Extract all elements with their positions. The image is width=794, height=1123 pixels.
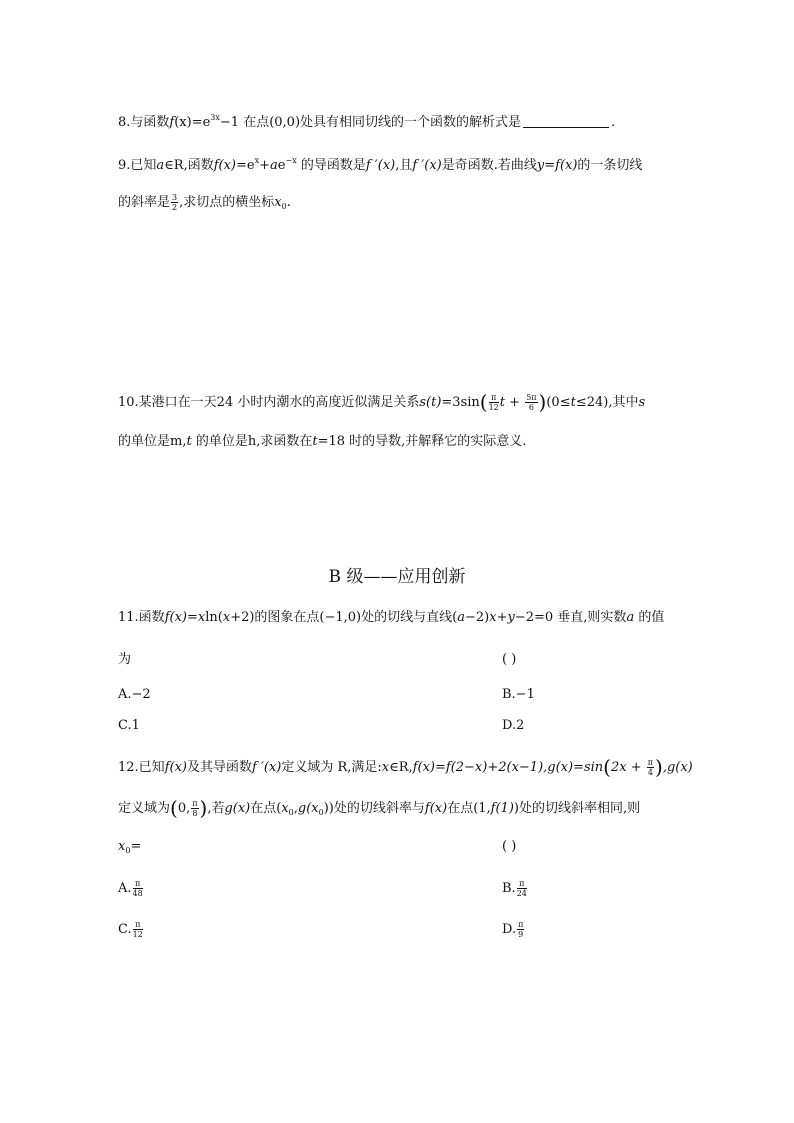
q12-options-row-1 [118, 879, 527, 898]
q11-option-b[interactable]: B.−1 [502, 687, 535, 702]
right-paren: ) [199, 796, 208, 820]
q12-x0: x [118, 839, 126, 854]
q9-curve: y=f(x) [536, 158, 578, 173]
q12-text: )处的切线斜率相同,则 [513, 801, 641, 816]
question-9-line-1 [118, 152, 642, 175]
q12-x0: x [281, 801, 289, 816]
q12-options-row-2 [118, 920, 524, 939]
q11-text: −2) [464, 610, 490, 625]
question-12-line-3 [118, 838, 517, 860]
q11-text: + [496, 610, 508, 625]
q12-fx: f(x) [424, 801, 448, 816]
question-11-line-1 [118, 609, 664, 627]
fraction-denominator: 4 [647, 768, 653, 777]
q9-x0: x [274, 195, 282, 210]
q10-text: 10.某港口在一天24 小时内潮水的高度近似满足关系 [118, 395, 420, 410]
left-paren: ( [479, 390, 488, 414]
q10-text: 的单位是m, [118, 434, 187, 449]
q9-exp: −x [285, 156, 297, 165]
q12-x0-sub: 0 [125, 846, 131, 855]
q11-text: 的值 [634, 610, 665, 625]
q9-text: ∈R,函数 [164, 158, 214, 173]
right-paren: ) [538, 390, 547, 414]
fraction-numerator: 3 [172, 193, 178, 202]
q11-a: a [626, 610, 635, 625]
fraction-denominator: 2 [172, 203, 178, 212]
q10-t: t [499, 395, 506, 410]
right-paren: ) [655, 755, 663, 779]
question-12-line-1 [118, 755, 693, 779]
q11-answer-bracket[interactable]: ( ) [502, 652, 517, 667]
q12-text: 定义域为 R,满足: [281, 760, 382, 775]
q12-text: 及其导函数 [186, 760, 252, 775]
q12-x0-sub: 0 [318, 808, 324, 817]
q9-exp: x [254, 156, 260, 165]
q11-x: x [489, 610, 497, 625]
fraction-denominator: 24 [516, 889, 527, 898]
fraction-denominator: 6 [528, 403, 534, 412]
q8-end: . [611, 115, 616, 130]
q9-e: e [277, 158, 286, 173]
fraction-denominator: 12 [132, 930, 143, 939]
q11-text: 为 [118, 652, 132, 667]
q9-text: 是奇函数.若曲线 [441, 158, 537, 173]
option-letter: D. [502, 922, 517, 937]
q11-x: x [197, 610, 206, 625]
question-10-line-2 [118, 433, 526, 451]
q10-fraction-1 [489, 393, 499, 412]
q12-x: x [381, 760, 390, 775]
q9-x0-sub: 0 [281, 202, 287, 211]
option-fraction [133, 879, 143, 898]
q9-text: 的斜率是 [118, 195, 171, 210]
q9-text: 的导函数是 [296, 158, 366, 173]
fraction-numerator: π [518, 920, 524, 929]
q8-arg: (x) [174, 115, 192, 130]
q10-t: t [570, 395, 576, 410]
q11-option-d[interactable]: D.2 [502, 718, 525, 733]
q8-eq: =e [191, 115, 211, 130]
q11-text: +2)的图象在点(−1,0)处的切线与直线( [230, 610, 458, 625]
q12-option-c[interactable] [118, 922, 144, 937]
q12-text: = [130, 839, 142, 854]
question-10-line-1 [118, 390, 646, 414]
q12-text: ,若 [207, 801, 225, 816]
fraction-numerator: π [133, 879, 143, 889]
q10-text: 的单位是h,求函数在 [191, 434, 313, 449]
fraction-numerator: 5π [526, 393, 537, 402]
left-paren: ( [170, 796, 178, 820]
q12-text: 定义域为 [118, 801, 171, 816]
q12-x0-sub: 0 [288, 808, 294, 817]
fraction-denominator: 48 [132, 889, 143, 898]
q12-text: ))处的切线斜率与 [323, 801, 425, 816]
left-paren: ( [603, 755, 611, 779]
q9-plus: + [259, 158, 271, 173]
option-letter: B. [502, 881, 516, 896]
q11-option-c[interactable]: C.1 [118, 718, 140, 733]
fraction-numerator: π [489, 393, 499, 403]
q10-eq: =3sin [441, 395, 480, 410]
q9-derivative: f ′(x) [365, 158, 396, 173]
question-12-line-2 [118, 796, 641, 822]
q11-text: = [186, 610, 198, 625]
q12-option-a[interactable] [118, 881, 144, 896]
q9-text: 9.已知 [118, 158, 157, 173]
q8-prefix: 8.与函数 [118, 115, 170, 130]
q9-text: ,且 [395, 158, 413, 173]
q12-fraction-pi-8 [191, 799, 198, 818]
q12-text: 在点(1, [447, 801, 491, 816]
q11-text: 11.函数 [118, 610, 165, 625]
q8-rest: −1 在点(0,0)处具有相同切线的一个函数的解析式是 [219, 115, 522, 130]
q11-y: y [507, 610, 515, 625]
q12-text: ∈R, [389, 760, 413, 775]
q10-t: t [186, 434, 192, 449]
q10-text: ≤24),其中 [575, 395, 639, 410]
q12-gx: g(x) [224, 801, 251, 816]
q12-text: 12.已知 [118, 760, 165, 775]
q10-s: s [638, 395, 646, 410]
q10-t: t [312, 434, 318, 449]
q10-st: s(t) [419, 395, 442, 410]
q8-f: f [169, 115, 175, 130]
q11-options-row-2 [118, 717, 525, 735]
q12-arg: 2x + [610, 760, 646, 775]
q9-derivative: f ′(x) [412, 158, 442, 173]
option-fraction [517, 879, 527, 898]
q9-slope-fraction [171, 193, 178, 212]
q12-option-b[interactable] [502, 879, 528, 898]
question-8 [118, 109, 615, 132]
q10-text: (0≤ [546, 395, 571, 410]
fraction-denominator: 8 [192, 809, 198, 818]
q12-zero: 0, [177, 801, 191, 816]
q12-gx: ,g(x) [662, 760, 693, 775]
section-title: B 级——应用创新 [328, 567, 466, 587]
option-fraction [133, 920, 143, 939]
fraction-numerator: π [647, 758, 654, 767]
q11-options-row-1 [118, 686, 535, 704]
q9-fx: f(x) [213, 158, 237, 173]
q8-answer-blank[interactable] [523, 115, 609, 128]
fraction-denominator: 9 [518, 930, 524, 939]
q12-gx0: g(x [297, 801, 319, 816]
fraction-numerator: π [517, 879, 527, 889]
q12-f1: f(1) [490, 801, 514, 816]
option-letter: C. [118, 922, 132, 937]
fraction-numerator: π [133, 920, 143, 930]
q12-derivative: f ′(x) [252, 760, 282, 775]
q12-answer-bracket[interactable]: ( ) [502, 839, 517, 854]
q9-text: . [286, 195, 291, 210]
fraction-numerator: π [192, 799, 198, 808]
q9-text: 的一条切线 [577, 158, 643, 173]
q12-fx: f(x) [164, 760, 187, 775]
q11-option-a[interactable]: A.−2 [118, 687, 151, 702]
question-11-line-2 [118, 651, 517, 669]
q12-text: , [293, 801, 298, 816]
q10-text: =18 时的导数,并解释它的实际意义. [317, 434, 527, 449]
q11-fx: f(x) [164, 610, 187, 625]
q11-text: ln( [205, 610, 223, 625]
q9-text: ,求切点的横坐标 [179, 195, 275, 210]
q12-fraction-pi-4 [647, 758, 654, 777]
q8-exp: 3x [210, 113, 220, 122]
q9-var-a: a [156, 158, 165, 173]
question-9-line-2 [118, 193, 291, 216]
q12-formula: f(x)=f(2−x)+2(x−1),g(x)=sin [412, 760, 604, 775]
q12-option-d[interactable] [502, 920, 525, 939]
option-fraction [517, 920, 524, 939]
q11-a: a [457, 610, 465, 625]
q12-text: 在点( [250, 801, 282, 816]
q11-text: −2=0 垂直,则实数 [514, 610, 627, 625]
q11-x: x [222, 610, 231, 625]
option-letter: A. [118, 881, 132, 896]
q9-eq: =e [236, 158, 255, 173]
fraction-denominator: 12 [488, 403, 499, 412]
q10-plus: + [505, 395, 525, 410]
q9-var-a: a [270, 158, 278, 173]
q10-fraction-2 [525, 393, 537, 412]
